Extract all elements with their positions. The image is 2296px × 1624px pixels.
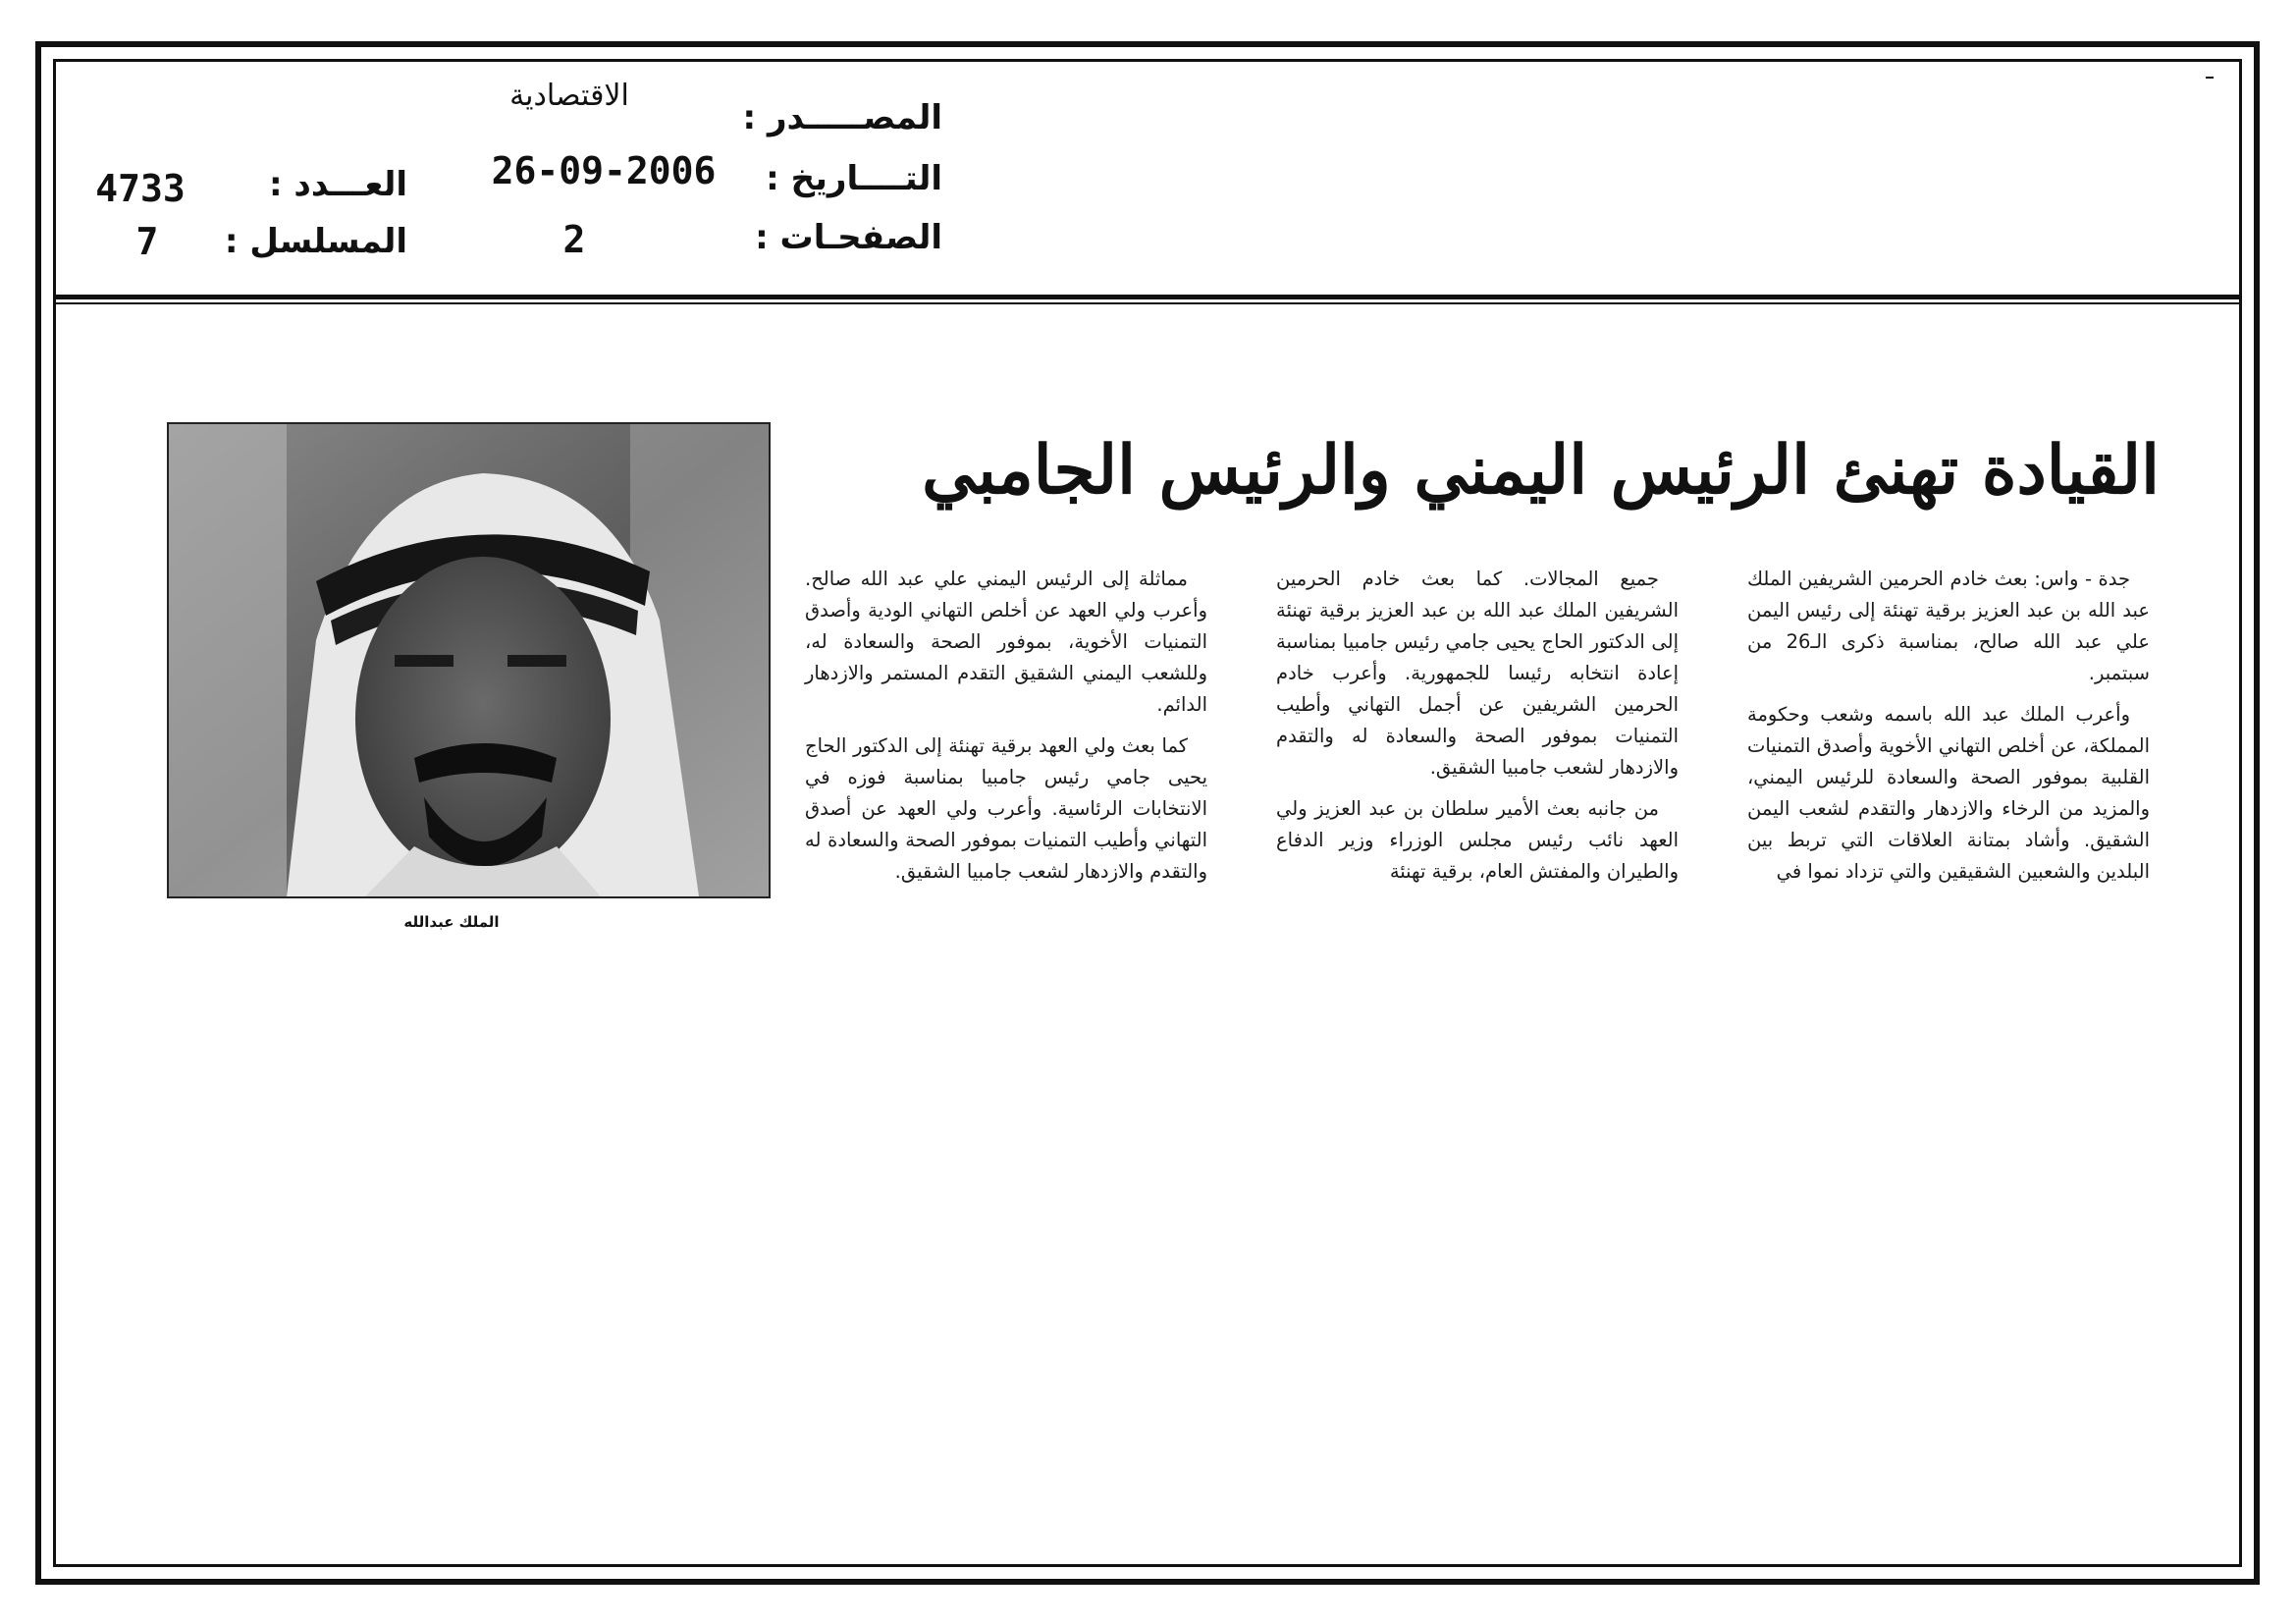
article-column-1 — [1747, 564, 2150, 897]
portrait-illustration — [169, 424, 769, 896]
article-paragraph: مماثلة إلى الرئيس اليمني علي عبد الله صالح. وأعرب ولي العهد عن أخلص التهاني الودية وأصدق التمنيات الأخوية، بموفور الصحة والسعادة له، وللشعب اليمني الشقيق التقدم المستمر والازدهار الدائم. — [805, 568, 1207, 716]
date-value: 26-09-2006 — [491, 149, 717, 192]
article-photo — [167, 422, 771, 898]
header-separator — [53, 295, 2242, 304]
date-label: التــــاريخ : — [766, 159, 942, 198]
serial-label: المسلسل : — [224, 222, 407, 261]
issue-label: العـــدد : — [269, 165, 407, 204]
article-paragraph: كما بعث ولي العهد برقية تهنئة إلى الدكتور الحاج يحيى جامي رئيس جامبيا بمناسبة فوزه في الانتخابات الرئاسية. وأعرب ولي العهد عن أصدق التهاني وأطيب التمنيات بموفور الصحة والسعادة له والتقدم والازدهار لشعب جامبيا الشقيق. — [805, 734, 1207, 883]
article-paragraph: جدة - واس: بعث خادم الحرمين الشريفين الملك عبد الله بن عبد العزيز برقية تهنئة إلى رئيس اليمن علي عبد الله صالح، بمناسبة ذكرى الـ26 من سبتمبر. — [1747, 568, 2150, 684]
article-paragraph: جميع المجالات. كما بعث خادم الحرمين الشريفين الملك عبد الله بن عبد العزيز برقية تهنئة إلى الدكتور الحاج يحيى جامي رئيس جامبيا بمناسبة إعادة انتخابه رئيسا للجمهورية. وأعرب خادم الحرمين الشريفين عن أجمل التهاني وأطيب التمنيات بموفور الصحة والسعادة له والتقدم والازدهار لشعب جامبيا الشقيق. — [1276, 568, 1679, 779]
serial-value: 7 — [135, 220, 159, 263]
margin-mark — [2206, 77, 2214, 79]
article-column-2 — [1276, 564, 1679, 897]
photo-caption: الملك عبدالله — [403, 913, 500, 931]
pages-value: 2 — [562, 218, 586, 261]
pages-label: الصفحـات : — [755, 218, 942, 257]
article-headline: القيادة تهنئ الرئيس اليمني والرئيس الجامبي — [922, 431, 2160, 510]
issue-value: 4733 — [95, 167, 186, 210]
article-column-3 — [805, 564, 1207, 897]
source-value: الاقتصادية — [509, 79, 629, 113]
article-paragraph: من جانبه بعث الأمير سلطان بن عبد العزيز ولي العهد نائب رئيس مجلس الوزراء وزير الدفاع والطيران والمفتش العام، برقية تهنئة — [1276, 797, 1679, 883]
article-paragraph: وأعرب الملك عبد الله باسمه وشعب وحكومة المملكة، عن أخلص التهاني الأخوية وأصدق التمنيات القلبية بموفور الصحة والسعادة للرئيس اليمني، والمزيد من الرخاء والازدهار والتقدم لشعب اليمن الشقيق. وأشاد بمتانة العلاقات التي تربط بين البلدين والشعبين الشقيقين والتي تزداد نموا في — [1747, 703, 2150, 883]
source-label: المصـــــدر : — [742, 98, 942, 137]
